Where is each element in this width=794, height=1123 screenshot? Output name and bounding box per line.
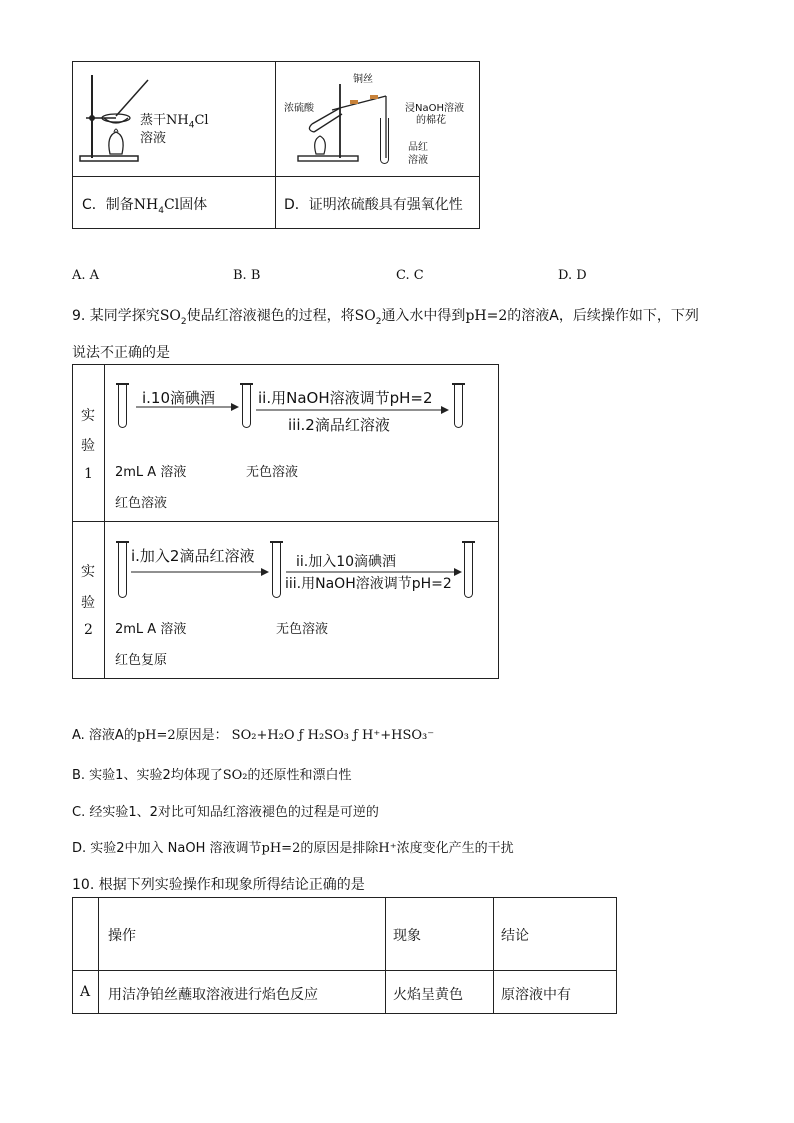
pinhong-label-1: 品红 (408, 142, 428, 153)
q10-header-operation-text: 操作 (108, 928, 136, 944)
exp2-tube2-label: 无色溶液 (276, 622, 329, 637)
q9-stem-line1: 9. 某同学探究$SO_2$使品红溶液褪色的过程，将$SO_2$通入水中得到pH=2的溶液A，后续操作如下，下列 (72, 308, 699, 327)
q10-stem: 10. 根据下列实验操作和现象所得结论正确的是 (72, 877, 365, 893)
copper-acid-apparatus-diagram (292, 74, 412, 170)
exp2-tube-3 (464, 542, 473, 598)
exp2-tube-1 (118, 542, 127, 598)
q10-row-a-phenomenon: 火焰呈黄色 (393, 987, 463, 1003)
conc-acid-label: 浓硫酸 (284, 103, 314, 114)
exp1-tube-3 (454, 384, 463, 428)
exp2-tube1-label: 2mL A 溶液 (115, 622, 187, 637)
exp1-label-3: 1 (84, 466, 93, 482)
exp1-step3: iii.2滴品红溶液 (288, 416, 390, 434)
exp2-label-1: 实 (81, 564, 95, 580)
q10-row-a-operation: 用洁净铂丝蘸取溶液进行焰色反应 (108, 987, 318, 1003)
exp2-tube-2 (272, 542, 281, 598)
exp1-result: 红色溶液 (115, 496, 168, 511)
exp1-tube-2 (242, 384, 251, 428)
copper-wire-label: 铜丝 (353, 74, 373, 85)
exp2-label-3: 2 (84, 622, 93, 638)
q9-option-c[interactable]: C. 经实验1、2对比可知品红溶液褪色的过程是可逆的 (72, 805, 379, 820)
exp2-result: 红色复原 (115, 653, 168, 668)
exp1-step1: i.10滴碘酒 (142, 389, 216, 407)
q10-header-conclusion-text: 结论 (501, 928, 529, 944)
exp1-step2: ii.用NaOH溶液调节pH=2 (258, 389, 433, 407)
exp2-arrow-1 (130, 565, 270, 579)
exp1-label-2: 验 (81, 438, 95, 454)
exp1-label-1: 实 (81, 408, 95, 424)
q8-option-d[interactable]: D. D (558, 268, 587, 283)
exp2-label-2: 验 (81, 595, 95, 611)
naoh-cotton-label-2: 的棉花 (416, 115, 446, 126)
exp2-step2: ii.加入10滴碘酒 (296, 554, 397, 570)
naoh-cotton-label-1: 浸NaOH溶液 (405, 103, 464, 114)
option-c-caption: C．制备$NH_4Cl$固体 (82, 197, 208, 216)
q9-option-a[interactable]: A. 溶液A的pH=2原因是： SO₂+H₂O ƒ H₂SO₃ ƒ H⁺+HSO₃⁻ (72, 728, 435, 743)
q8-option-b[interactable]: B. B (233, 268, 261, 283)
q10-row-a-label: A (80, 984, 91, 1000)
q10-header-operation (98, 897, 386, 971)
exp1-tube-1 (118, 384, 127, 428)
q10-row-a-conclusion: 原溶液中有 (501, 987, 571, 1003)
q8-option-c[interactable]: C. C (396, 268, 424, 283)
exp2-step3: iii.用NaOH溶液调节pH=2 (285, 576, 452, 592)
exp2-step1: i.加入2滴品红溶液 (131, 547, 255, 565)
pinhong-test-tube (380, 118, 389, 164)
q9-option-b[interactable]: B. 实验1、实验2均体现了SO₂的还原性和漂白性 (72, 768, 352, 783)
q10-header-phenomenon-text: 现象 (393, 928, 421, 944)
q9-stem-line2: 说法不正确的是 (72, 345, 170, 361)
c-image-caption-line2: 溶液 (140, 131, 167, 146)
q10-header-blank (72, 897, 99, 971)
option-d-caption: D．证明浓硫酸具有强氧化性 (284, 197, 463, 213)
exp1-tube1-label: 2mL A 溶液 (115, 465, 187, 480)
c-image-caption-line1: 蒸干$NH_4Cl$ (140, 113, 209, 131)
exp1-tube2-label: 无色溶液 (246, 465, 299, 480)
pinhong-label-2: 溶液 (408, 155, 428, 166)
q8-option-a[interactable]: A. A (72, 268, 100, 283)
q9-option-d[interactable]: D. 实验2中加入 NaOH 溶液调节pH=2的原因是排除H⁺浓度变化产生的干扰 (72, 841, 514, 856)
